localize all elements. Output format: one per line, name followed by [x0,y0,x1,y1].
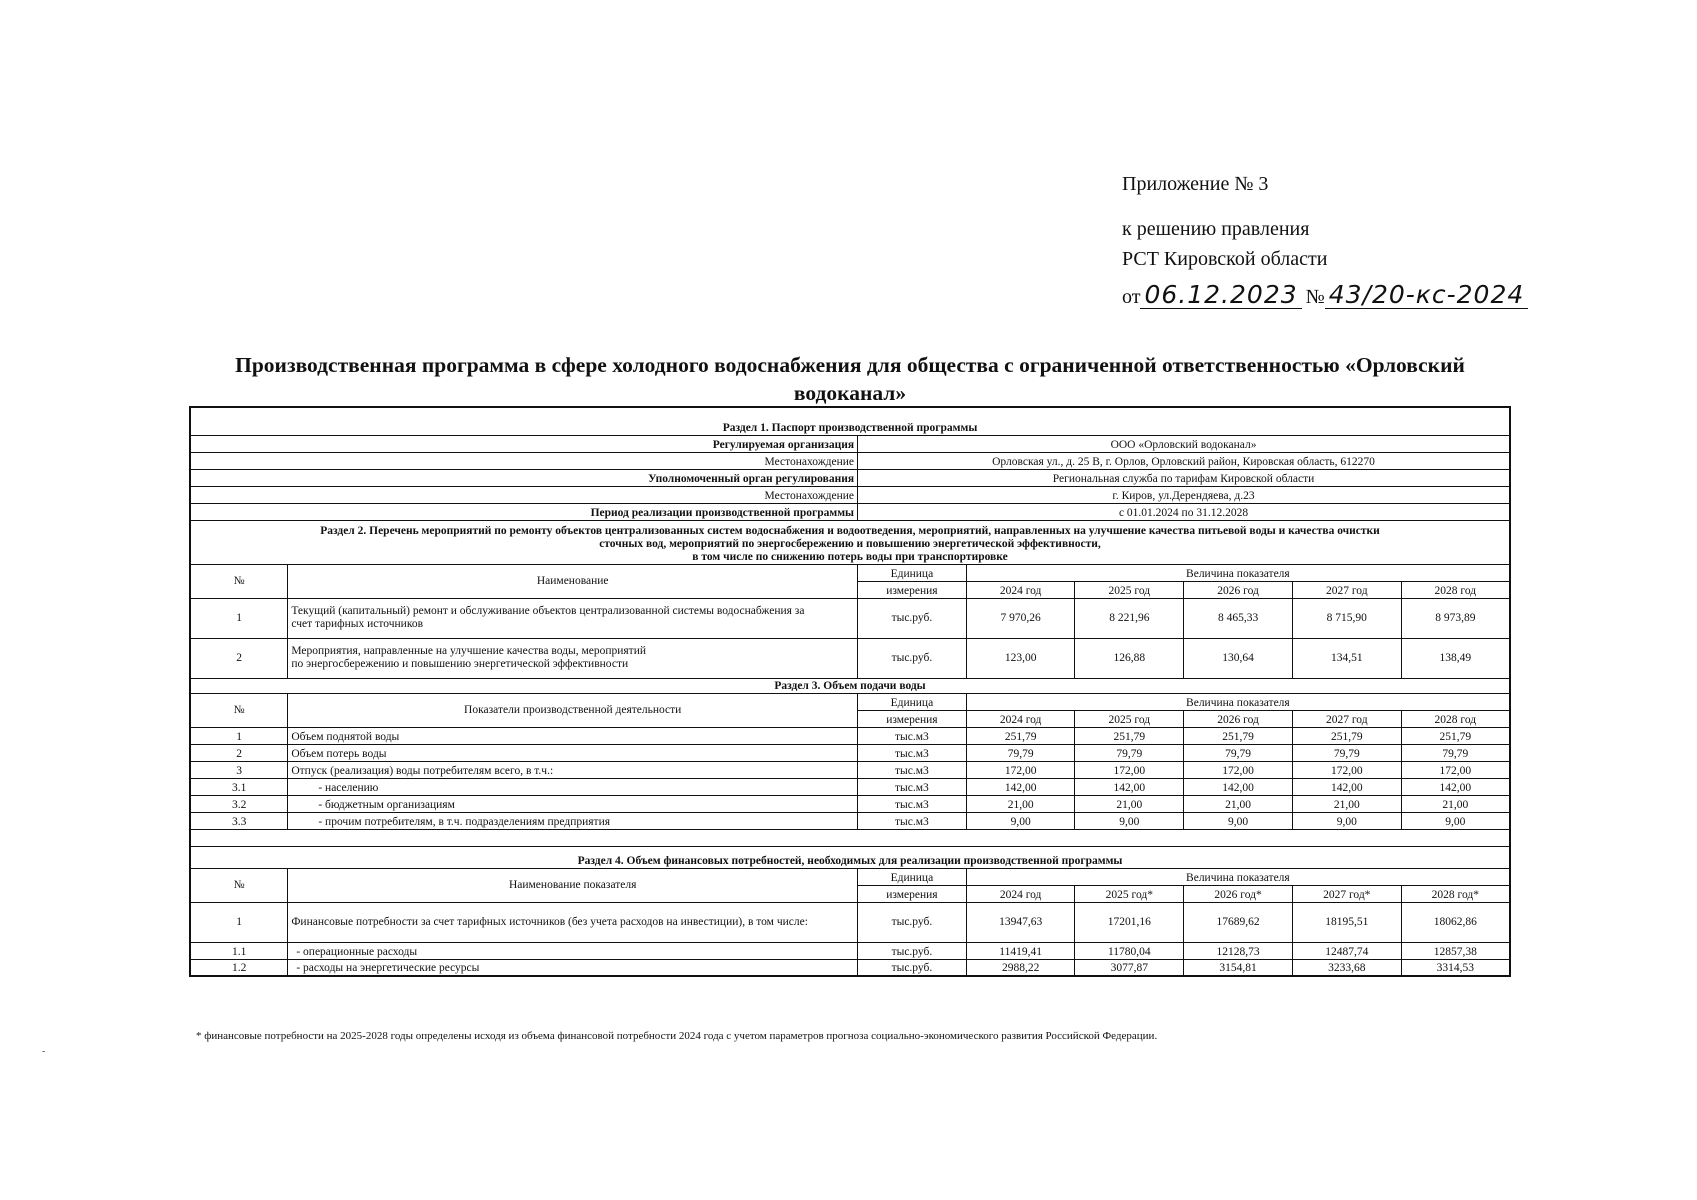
footnote: * финансовые потребности на 2025-2028 годы определены исходя из объема финансовой потребности 2024 года с учетом параметров прогноза социально-экономического развития Российской Федерации. [196,1030,1158,1042]
row-no: 1 [190,902,288,942]
section3-colhead-row [190,693,1510,710]
row-value: 21,00 [966,795,1075,812]
table-row [190,942,1510,959]
table-row [190,795,1510,812]
col-year: 2028 год [1401,710,1510,727]
row-value: 142,00 [1075,778,1184,795]
row-value: 172,00 [966,761,1075,778]
row-value: 172,00 [1292,761,1401,778]
section4-header-row [190,846,1510,868]
decision-number: 43/20-кс-2024 [1325,282,1529,309]
row-value: 13947,63 [966,902,1075,942]
document-title: Производственная программа в сфере холодного водоснабжения для общества с ограниченной ответственностью «Орловский водоканал» [235,353,1465,405]
row-value: 172,00 [1184,761,1293,778]
passport-label: Регулируемая организация [190,435,858,452]
col-no: № [190,693,288,727]
row-name-line1: Мероприятия, направленные на улучшение качества воды, мероприятий [291,645,647,657]
row-unit: тыс.м3 [858,727,967,744]
section4-colhead-row [190,868,1510,885]
section3-header-row [190,678,1510,693]
row-no: 2 [190,744,288,761]
row-value: 142,00 [966,778,1075,795]
table-row [190,744,1510,761]
appendix-decision-ref [1122,282,1528,309]
row-unit: тыс.м3 [858,761,967,778]
appendix-line2: к решению правления [1122,218,1310,240]
section1-row [190,486,1510,503]
table-row [190,598,1510,638]
table-row [190,812,1510,829]
row-value: 11419,41 [966,942,1075,959]
row-value: 3233,68 [1292,959,1401,976]
col-year: 2026 год [1184,710,1293,727]
col-year: 2027 год* [1292,885,1401,902]
row-value: 79,79 [1401,744,1510,761]
row-value: 12128,73 [1184,942,1293,959]
row-value: 79,79 [966,744,1075,761]
section1-row [190,435,1510,452]
row-value: 79,79 [1292,744,1401,761]
row-value: 9,00 [1184,812,1293,829]
row-name: - бюджетным организациям [288,795,858,812]
row-unit: тыс.руб. [858,942,967,959]
from-label: от [1122,286,1141,308]
col-year: 2028 год [1401,581,1510,598]
row-value: 9,00 [966,812,1075,829]
row-no: 2 [190,638,288,678]
row-value: 18195,51 [1292,902,1401,942]
row-value: 8 221,96 [1075,598,1184,638]
row-name: - операционные расходы [288,942,858,959]
col-no: № [190,868,288,902]
row-value: 17689,62 [1184,902,1293,942]
section4-title: Раздел 4. Объем финансовых потребностей, необходимых для реализации производственной программы [190,846,1510,868]
table-row [190,959,1510,976]
col-name: Наименование показателя [288,868,858,902]
row-name-line2: счет тарифных источников [291,618,423,630]
passport-value: г. Киров, ул.Дерендяева, д.23 [858,486,1510,503]
row-value: 251,79 [1401,727,1510,744]
passport-label: Уполномоченный орган регулирования [190,469,858,486]
row-value: 9,00 [1401,812,1510,829]
col-unit-l2: измерения [858,581,967,598]
row-value: 251,79 [1292,727,1401,744]
row-value: 251,79 [966,727,1075,744]
col-no: № [190,564,288,598]
row-value: 134,51 [1292,638,1401,678]
row-value: 9,00 [1075,812,1184,829]
row-unit: тыс.руб. [858,959,967,976]
col-year: 2025 год* [1075,885,1184,902]
row-value: 21,00 [1292,795,1401,812]
table-row [190,778,1510,795]
col-year: 2025 год [1075,581,1184,598]
section1-title: Раздел 1. Паспорт производственной программы [190,407,1510,435]
row-name: - расходы на энергетические ресурсы [288,959,858,976]
passport-value: ООО «Орловский водоканал» [858,435,1510,452]
col-year: 2024 год [966,710,1075,727]
col-value: Величина показателя [966,868,1510,885]
row-name [288,638,858,678]
row-unit: тыс.м3 [858,812,967,829]
spacer-row [190,829,1510,846]
row-value: 18062,86 [1401,902,1510,942]
row-value: 7 970,26 [966,598,1075,638]
number-label: № [1305,286,1325,308]
row-value: 9,00 [1292,812,1401,829]
production-program-table [189,406,1511,977]
col-unit-l1: Единица [858,693,967,710]
row-value: 11780,04 [1075,942,1184,959]
table-row [190,902,1510,942]
passport-value: Орловская ул., д. 25 В, г. Орлов, Орловский район, Кировская область, 612270 [858,452,1510,469]
col-unit-l2: измерения [858,885,967,902]
section1-row [190,452,1510,469]
section2-colhead-row [190,564,1510,581]
row-no: 3.1 [190,778,288,795]
row-value: 8 715,90 [1292,598,1401,638]
row-value: 126,88 [1075,638,1184,678]
row-value: 172,00 [1075,761,1184,778]
row-no: 1 [190,598,288,638]
row-value: 12487,74 [1292,942,1401,959]
appendix-title: Приложение № 3 [1122,173,1269,195]
row-unit: тыс.руб. [858,638,967,678]
row-name: Объем поднятой воды [288,727,858,744]
col-year: 2028 год* [1401,885,1510,902]
row-no: 3.2 [190,795,288,812]
row-name [288,598,858,638]
row-name: Финансовые потребности за счет тарифных источников (без учета расходов на инвестиции), в том числе: [288,902,858,942]
section1-header-row [190,407,1510,435]
row-value: 142,00 [1401,778,1510,795]
row-value: 142,00 [1292,778,1401,795]
col-value: Величина показателя [966,693,1510,710]
appendix-line3: РСТ Кировской области [1122,248,1328,270]
row-value: 130,64 [1184,638,1293,678]
section1-row [190,503,1510,520]
col-year: 2026 год* [1184,885,1293,902]
row-value: 142,00 [1184,778,1293,795]
row-no: 1.2 [190,959,288,976]
section2-title [190,520,1510,564]
passport-label: Период реализации производственной программы [190,503,858,520]
col-year: 2027 год [1292,581,1401,598]
row-name: - прочим потребителям, в т.ч. подразделениям предприятия [288,812,858,829]
col-year: 2027 год [1292,710,1401,727]
row-value: 138,49 [1401,638,1510,678]
row-name-line1: Текущий (капитальный) ремонт и обслуживание объектов централизованной системы водоснабжения за [291,605,805,617]
row-value: 79,79 [1184,744,1293,761]
row-value: 251,79 [1184,727,1293,744]
passport-value: с 01.01.2024 по 31.12.2028 [858,503,1510,520]
section2-title-line2: сточных вод, мероприятий по энергосбережению и повышению энергетической эффективности, [599,537,1101,550]
section1-row [190,469,1510,486]
row-no: 1.1 [190,942,288,959]
row-unit: тыс.руб. [858,902,967,942]
passport-value: Региональная служба по тарифам Кировской области [858,469,1510,486]
row-value: 17201,16 [1075,902,1184,942]
col-year: 2026 год [1184,581,1293,598]
col-value: Величина показателя [966,564,1510,581]
section2-title-line1: Раздел 2. Перечень мероприятий по ремонту объектов централизованных систем водоснабжения и водоотведения, мероприятий, направленных на улучшение качества питьевой воды и качества очистки [320,524,1380,537]
col-year: 2025 год [1075,710,1184,727]
row-unit: тыс.руб. [858,598,967,638]
col-unit-l1: Единица [858,564,967,581]
row-value: 3154,81 [1184,959,1293,976]
section2-header-row [190,520,1510,564]
col-unit-l2: измерения [858,710,967,727]
row-name: Отпуск (реализация) воды потребителям всего, в т.ч.: [288,761,858,778]
row-value: 79,79 [1075,744,1184,761]
row-value: 21,00 [1184,795,1293,812]
row-value: 2988,22 [966,959,1075,976]
row-value: 12857,38 [1401,942,1510,959]
col-unit-l1: Единица [858,868,967,885]
row-value: 3314,53 [1401,959,1510,976]
row-value: 3077,87 [1075,959,1184,976]
table-row [190,638,1510,678]
table-row [190,727,1510,744]
row-no: 3.3 [190,812,288,829]
row-value: 172,00 [1401,761,1510,778]
row-value: 8 465,33 [1184,598,1293,638]
row-no: 1 [190,727,288,744]
row-value: 21,00 [1075,795,1184,812]
row-value: 21,00 [1401,795,1510,812]
row-name: Объем потерь воды [288,744,858,761]
col-year: 2024 год [966,885,1075,902]
row-name: - населению [288,778,858,795]
section3-title: Раздел 3. Объем подачи воды [190,678,1510,693]
col-year: 2024 год [966,581,1075,598]
row-value: 123,00 [966,638,1075,678]
row-value: 8 973,89 [1401,598,1510,638]
row-name-line2: по энергосбережению и повышению энергетической эффективности [291,658,629,670]
row-no: 3 [190,761,288,778]
row-unit: тыс.м3 [858,744,967,761]
row-unit: тыс.м3 [858,778,967,795]
decision-date: 06.12.2023 [1140,282,1301,309]
passport-label: Местонахождение [190,486,858,503]
margin-mark: - [42,1046,46,1057]
row-value: 251,79 [1075,727,1184,744]
section2-title-line3: в том числе по снижению потерь воды при транспортировке [692,550,1008,563]
row-unit: тыс.м3 [858,795,967,812]
col-name: Наименование [288,564,858,598]
col-name: Показатели производственной деятельности [288,693,858,727]
table-row [190,761,1510,778]
passport-label: Местонахождение [190,452,858,469]
